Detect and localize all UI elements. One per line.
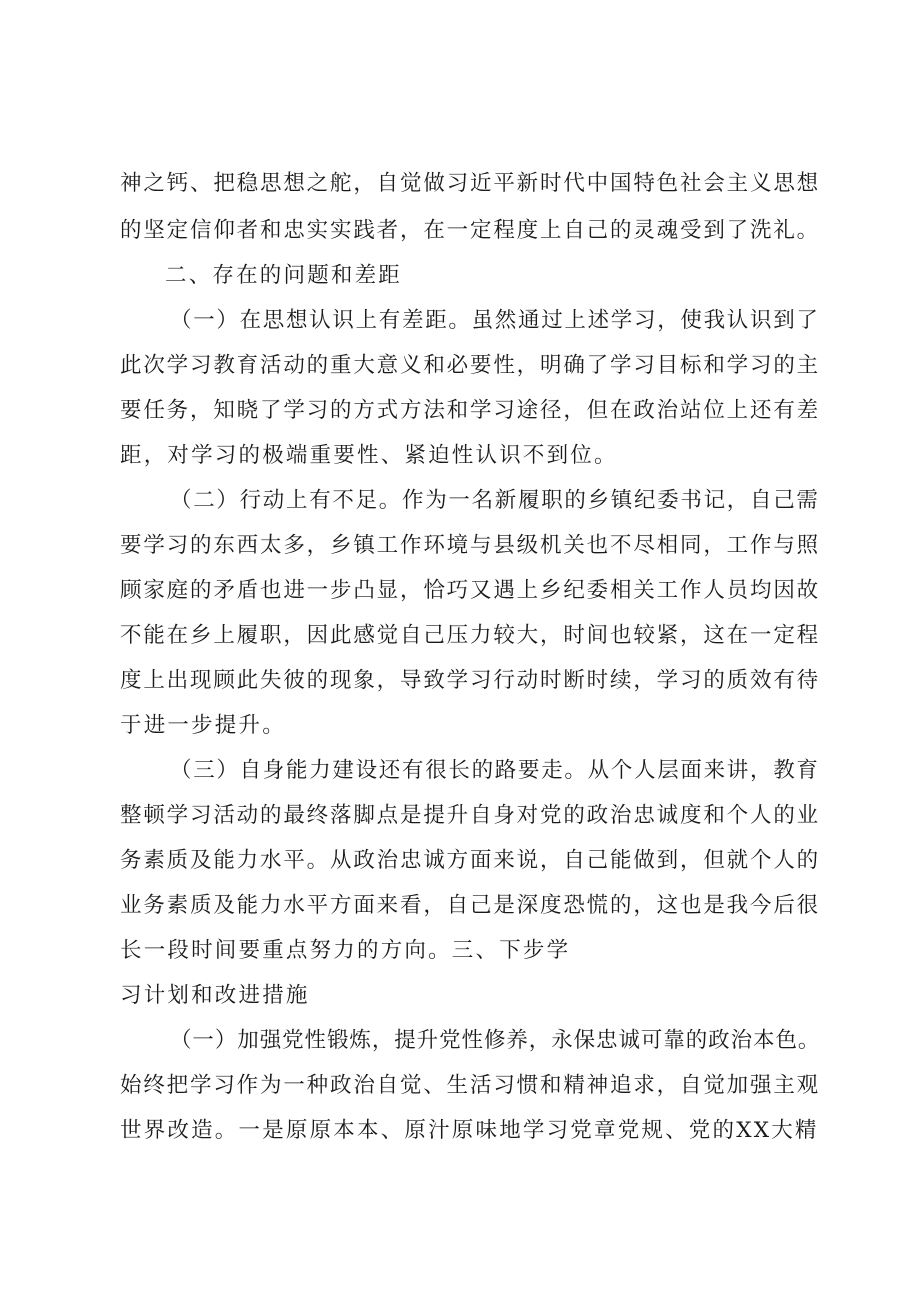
paragraph-line: 顾家庭的矛盾也进一步凸显，恰巧又遇上乡纪委相关工作人员均因故 [120,578,821,603]
paragraph-line: 业务素质及能力水平方面来看，自己是深度恐慌的，这也是我今后很 [120,893,821,918]
paragraph-line: 此次学习教育活动的重大意义和必要性，明确了学习目标和学习的主 [120,353,821,378]
paragraph-line: （三）自身能力建设还有很长的路要走。从个人层面来讲，教育 [170,758,820,783]
paragraph-line: 要学习的东西太多，乡镇工作环境与县级机关也不尽相同，工作与照 [120,533,821,558]
paragraph-line: 要任务，知晓了学习的方式方法和学习途径，但在政治站位上还有差 [120,398,821,423]
paragraph-line: 度上出现顾此失彼的现象，导致学习行动时断时续，学习的质效有待 [120,668,821,693]
paragraph-line: 神之钙、把稳思想之舵，自觉做习近平新时代中国特色社会主义思想 [120,171,821,196]
paragraph-line: 务素质及能力水平。从政治忠诚方面来说，自己能做到，但就个人的 [120,848,821,873]
paragraph-line: （二）行动上有不足。作为一名新履职的乡镇纪委书记，自己需 [170,488,820,513]
paragraph-line: 于进一步提升。 [120,713,286,738]
section-heading: 二、存在的问题和差距 [165,263,403,288]
paragraph-line: 的坚定信仰者和忠实实践者，在一定程度上自己的灵魂受到了洗礼。 [120,218,821,243]
paragraph-line: 不能在乡上履职，因此感觉自己压力较大，时间也较紧，这在一定程 [120,623,821,648]
paragraph-line: 长一段时间要重点努力的方向。三、下步学 [120,938,571,963]
paragraph-line: （一）在思想认识上有差距。虽然通过上述学习，使我认识到了 [170,308,820,333]
paragraph-line: 始终把学习作为一种政治自觉、生活习惯和精神追求，自觉加强主观 [120,1073,821,1098]
section-heading: 习计划和改进措施 [120,983,310,1008]
paragraph-line: 整顿学习活动的最终落脚点是提升自身对党的政治忠诚度和个人的业 [120,803,821,828]
paragraph-line: 世界改造。一是原原本本、原汁原味地学习党章党规、党的XX大精 [120,1118,819,1143]
paragraph-line: （一）加强党性锻炼，提升党性修养，永保忠诚可靠的政治本色。 [170,1028,821,1053]
paragraph-line: 距，对学习的极端重要性、紧迫性认识不到位。 [120,443,618,468]
